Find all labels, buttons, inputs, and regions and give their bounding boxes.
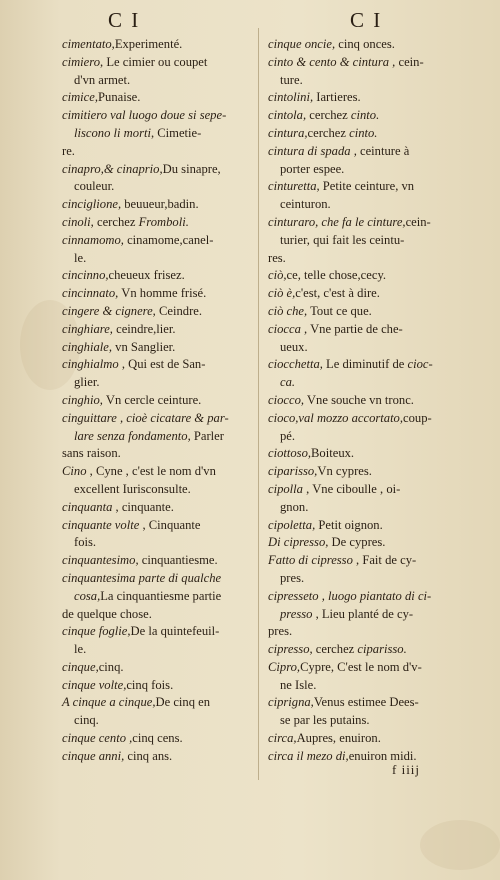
entry-gloss: De cypres. (328, 535, 386, 550)
entry-gloss: Vn cercle ceinture. (102, 392, 202, 407)
entry-term: ciparisso, (268, 464, 318, 479)
dictionary-entry (62, 730, 254, 748)
dictionary-entry (62, 161, 254, 197)
entry-gloss: ce, telle chose,cecy. (286, 268, 387, 283)
continuation-text: , Lieu planté de cy- (312, 606, 414, 621)
entry-term: cinciglione, (62, 197, 122, 212)
entry-gloss-italic: ciparisso. (357, 642, 407, 657)
entry-term: cinturetta, (268, 179, 320, 194)
entry-gloss: cinq. (98, 659, 124, 674)
entry-term: cipoletta, (268, 517, 316, 532)
entry-term: ciò che, (268, 303, 308, 318)
entry-term: cincinnato, (62, 286, 119, 301)
entry-gloss: De cinq en (155, 695, 211, 710)
continuation-italic: lare senza fondamento, (74, 428, 191, 443)
entry-gloss: pres. (268, 624, 293, 639)
running-header (0, 8, 500, 36)
dictionary-entry (268, 36, 450, 54)
entry-gloss: Experimenté. (114, 37, 183, 51)
entry-continuation (268, 72, 450, 90)
entry-continuation (268, 677, 450, 695)
header-left: C I (108, 8, 141, 32)
entry-term: cinghiare, (62, 321, 113, 336)
continuation-text: glier. (74, 375, 100, 390)
entry-gloss: beuueur,badin. (121, 197, 199, 212)
continuation-text: se par les putains. (280, 713, 370, 728)
entry-gloss: Vne souche vn tronc. (304, 392, 414, 407)
entry-term: cinquanta (62, 499, 113, 514)
entry-term: cipresso, (268, 642, 313, 657)
entry-term: cinque, (62, 659, 99, 674)
dictionary-entry (62, 517, 254, 553)
entry-gloss: cerchez (312, 642, 358, 657)
entry-term: cingere & cignere, (62, 303, 156, 318)
entry-gloss: , Le cimier ou coupet (100, 54, 208, 69)
dictionary-entry (268, 730, 450, 748)
entry-term: cimentato, (62, 37, 115, 51)
dictionary-entry (268, 392, 450, 410)
entry-gloss: Cypre, C'est le nom d'v- (300, 659, 422, 674)
entry-gloss: De la quintefeuil- (130, 624, 220, 639)
entry-term: cinnamomo, (62, 232, 124, 247)
entry-gloss: ceinture à (356, 143, 410, 158)
dictionary-entry (268, 250, 450, 268)
entry-term: cinoli, (62, 214, 94, 229)
continuation-text: fois. (74, 535, 97, 550)
entry-term: cinque oncie, (268, 37, 336, 51)
dictionary-entry (62, 143, 254, 161)
continuation-text: La cinquantiesme partie (100, 588, 222, 603)
continuation-text: turier, qui fait les ceintu- (280, 232, 405, 247)
entry-continuation (268, 428, 450, 446)
entry-term: Fatto di cipresso (268, 553, 353, 568)
continuation-text: pres. (280, 570, 305, 585)
right-column (268, 36, 450, 766)
dictionary-entry (268, 517, 450, 535)
entry-term: ciò è, (268, 286, 296, 301)
dictionary-entry (268, 125, 450, 143)
dictionary-entry (268, 694, 450, 730)
continuation-text: couleur. (74, 179, 115, 194)
dictionary-entry (268, 178, 450, 214)
entry-term: cinquante volte (62, 517, 140, 532)
paper-stain (420, 820, 500, 870)
dictionary-entry (62, 267, 254, 285)
dictionary-entry (268, 481, 450, 517)
entry-continuation (62, 374, 254, 392)
continuation-text: , Cimetie- (150, 125, 202, 140)
continuation-text: ceinturon. (280, 197, 331, 212)
entry-term: A cinque a cinque, (62, 695, 156, 710)
entry-term: circa, (268, 731, 297, 746)
dictionary-entry (62, 36, 254, 54)
entry-term: ciò, (268, 268, 287, 283)
entry-gloss: re. (62, 143, 75, 158)
entry-gloss: cinq ans. (124, 748, 173, 763)
entry-gloss: res. (268, 250, 286, 265)
entry-gloss: Petit oignon. (315, 517, 383, 532)
entry-term: ciocchetta, (268, 357, 323, 372)
entry-term: cinghiale, (62, 339, 113, 354)
entry-gloss: coup- (403, 410, 432, 425)
entry-continuation (268, 196, 450, 214)
dictionary-entry (268, 588, 450, 624)
entry-continuation (62, 641, 254, 659)
dictionary-entry (268, 659, 450, 695)
continuation-italic: ca. (280, 375, 296, 390)
entry-term: cinquantesima parte di qualche (62, 570, 222, 585)
entry-continuation (268, 712, 450, 730)
entry-term: cincinno, (62, 268, 109, 283)
entry-gloss: cinq cens. (132, 731, 183, 746)
entry-continuation (62, 588, 254, 606)
continuation-text: le. (74, 250, 87, 265)
left-column (62, 36, 254, 766)
entry-continuation (62, 428, 254, 446)
entry-gloss: Vn homme frisé. (118, 286, 207, 301)
dictionary-entry (268, 534, 450, 552)
continuation-text: gnon. (280, 499, 309, 514)
dictionary-entry (268, 214, 450, 250)
dictionary-entry (62, 339, 254, 357)
entry-term: Cino (62, 464, 87, 479)
entry-term: cimiero (62, 54, 101, 69)
entry-gloss: Boiteux. (311, 446, 355, 461)
entry-continuation (268, 570, 450, 588)
entry-gloss: Venus estimee Dees- (313, 695, 419, 710)
entry-gloss: Vn cypres. (317, 464, 372, 479)
entry-gloss: de quelque chose. (62, 606, 152, 621)
dictionary-entry (62, 356, 254, 392)
entry-term: cinguittare , cioè cicatare & par- (62, 410, 229, 425)
continuation-text: ne Isle. (280, 677, 317, 692)
dictionary-entry (62, 410, 254, 446)
entry-term: cinque foglie, (62, 624, 131, 639)
entry-term: ciprigna, (268, 695, 314, 710)
entry-gloss-italic: cinto. (349, 125, 378, 140)
entry-gloss: , cinquante. (112, 499, 174, 514)
entry-continuation (62, 125, 254, 143)
continuation-text: ueux. (280, 339, 308, 354)
continuation-text: ture. (280, 72, 303, 87)
entry-gloss: , Qui est de San- (118, 357, 206, 372)
dictionary-entry (268, 54, 450, 90)
entry-continuation (268, 339, 450, 357)
entry-continuation (62, 534, 254, 552)
dictionary-entry (268, 285, 450, 303)
entry-gloss: , Vne ciboulle , oi- (302, 481, 401, 496)
entry-continuation (62, 250, 254, 268)
entry-term: cimice, (62, 90, 99, 105)
entry-gloss-italic: Fromboli. (138, 214, 189, 229)
entry-gloss: , Fait de cy- (352, 553, 417, 568)
dictionary-entry (268, 143, 450, 179)
entry-gloss: cinquantiesme. (138, 553, 218, 568)
signature-mark: f iiij (392, 762, 421, 777)
entry-continuation (62, 481, 254, 499)
entry-gloss: c'est, c'est à dire. (295, 286, 380, 301)
entry-term: cintura, (268, 125, 308, 140)
dictionary-entry (62, 392, 254, 410)
continuation-text: cinq. (74, 713, 99, 728)
entry-gloss: cerchez (307, 125, 350, 140)
entry-gloss: Punaise. (98, 90, 141, 105)
entry-term: cinto & cento & cintura , (268, 54, 396, 69)
dictionary-entry (62, 677, 254, 695)
dictionary-entry (268, 552, 450, 588)
dictionary-entry (268, 303, 450, 321)
dictionary-entry (268, 410, 450, 446)
entry-gloss: vn Sanglier. (112, 339, 176, 354)
dictionary-entry (62, 552, 254, 570)
dictionary-entry (268, 623, 450, 641)
entry-gloss: sans raison. (62, 446, 121, 461)
dictionary-entry (62, 463, 254, 499)
entry-gloss: ceindre,lier. (112, 321, 176, 336)
entry-gloss: cinq fois. (126, 677, 174, 692)
entry-term: cintola, (268, 108, 307, 123)
dictionary-entry (62, 285, 254, 303)
entry-gloss: , Cyne , c'est le nom d'vn (86, 464, 216, 479)
continuation-italic: presso (280, 606, 313, 621)
dictionary-entry (268, 748, 450, 766)
continuation-italic: liscono li morti (74, 125, 151, 140)
column-divider (258, 28, 259, 780)
entry-term: cioco,val mozzo accortato, (268, 410, 404, 425)
dictionary-entry (62, 214, 254, 232)
entry-gloss: cinq onces. (335, 37, 395, 51)
dictionary-entry (62, 748, 254, 766)
dictionary-entry (268, 463, 450, 481)
entry-term: cinghialmo (62, 357, 119, 372)
dictionary-entry (62, 623, 254, 659)
entry-gloss-italic: cinto. (350, 108, 380, 123)
continuation-italic: cosa, (74, 588, 101, 603)
entry-term: cinturaro, che fa le cinture, (268, 214, 406, 229)
entry-gloss: Le diminutif de (322, 357, 408, 372)
entry-continuation (62, 178, 254, 196)
dictionary-entry (268, 89, 450, 107)
entry-continuation (268, 374, 450, 392)
entry-continuation (268, 606, 450, 624)
dictionary-entry (62, 54, 254, 90)
dictionary-entry (62, 570, 254, 606)
entry-continuation (62, 712, 254, 730)
entry-term: cintura di spada , (268, 143, 357, 158)
dictionary-entry (62, 321, 254, 339)
dictionary-entry (62, 694, 254, 730)
entry-gloss: , Cinquante (139, 517, 201, 532)
dictionary-entry (62, 659, 254, 677)
entry-gloss: cein- (395, 54, 424, 69)
entry-term: Cipro, (268, 659, 301, 674)
entry-continuation (268, 161, 450, 179)
dictionary-entry (62, 303, 254, 321)
entry-gloss: enuiron midi. (348, 748, 417, 763)
entry-gloss: Ceindre. (155, 303, 203, 318)
entry-continuation (62, 72, 254, 90)
dictionary-entry (268, 321, 450, 357)
entry-term: cinque volte, (62, 677, 127, 692)
dictionary-entry (268, 356, 450, 392)
entry-gloss: cinamome,canel- (123, 232, 214, 247)
entry-term: ciocco, (268, 392, 305, 407)
dictionary-entry (268, 267, 450, 285)
entry-term: cinapro,& cinaprio, (62, 161, 163, 176)
dictionary-entry (62, 606, 254, 624)
continuation-text: d'vn armet. (74, 72, 131, 87)
entry-term: ciottoso, (268, 446, 312, 461)
entry-gloss: Iartieres. (313, 90, 361, 105)
entry-term: cipolla (268, 481, 303, 496)
dictionary-entry (62, 232, 254, 268)
entry-term: cintolini, (268, 90, 314, 105)
entry-gloss: Petite ceinture, vn (319, 179, 415, 194)
entry-term: cinghio, (62, 392, 103, 407)
entry-continuation (268, 232, 450, 250)
entry-gloss: cerchez (93, 214, 139, 229)
entry-gloss: cein- (405, 214, 431, 229)
entry-gloss: Vne partie de che- (307, 321, 403, 336)
entry-term: ciocca , (268, 321, 308, 336)
dictionary-entry (62, 107, 254, 143)
entry-gloss: Du sinapre, (162, 161, 221, 176)
continuation-text: pé. (280, 428, 296, 443)
entry-term: cipresseto , luogo piantato di ci- (268, 588, 432, 603)
entry-continuation (268, 499, 450, 517)
entry-term: Di cipresso, (268, 535, 329, 550)
entry-term: cimitiero val luogo doue si sepe- (62, 108, 227, 123)
entry-gloss: Aupres, enuiron. (296, 731, 381, 746)
entry-gloss: Tout ce que. (307, 303, 372, 318)
continuation-text: excellent Iurisconsulte. (74, 481, 191, 496)
entry-gloss: cheueux frisez. (108, 268, 185, 283)
dictionary-entry (62, 196, 254, 214)
dictionary-entry (62, 89, 254, 107)
dictionary-entry (62, 499, 254, 517)
dictionary-entry (268, 445, 450, 463)
entry-gloss: cerchez (306, 108, 351, 123)
dictionary-entry (268, 641, 450, 659)
continuation-text: Parler (190, 428, 224, 443)
entry-term: cinque anni, (62, 748, 125, 763)
dictionary-entry (62, 445, 254, 463)
continuation-text: porter espee. (280, 161, 345, 176)
entry-gloss-italic: cioc- (407, 357, 433, 372)
entry-term: cinque cento , (62, 731, 133, 746)
dictionary-entry (268, 107, 450, 125)
header-right: C I (350, 8, 383, 32)
continuation-text: le. (74, 642, 87, 657)
entry-term: cinquantesimo, (62, 553, 139, 568)
entry-term: circa il mezo di, (268, 748, 349, 763)
